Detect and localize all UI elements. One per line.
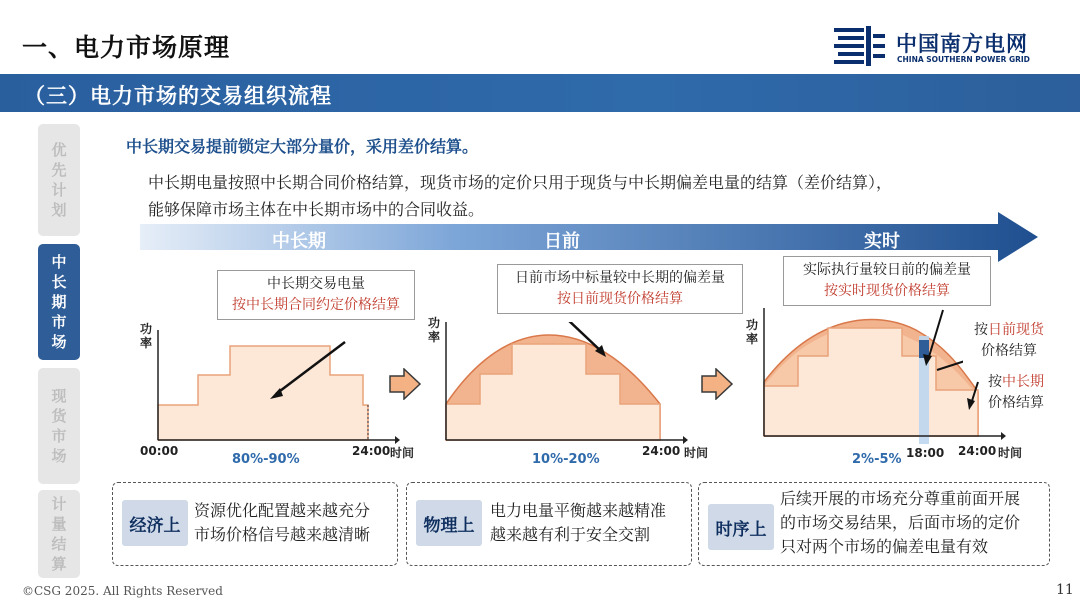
panel3-x-mark: 18:00 bbox=[906, 446, 945, 460]
logo-text-cn: 中国南方电网 bbox=[896, 32, 1028, 56]
csg-logo-icon bbox=[834, 26, 888, 66]
tab-char: 计 bbox=[51, 495, 67, 513]
y-label-char: 功 bbox=[746, 318, 759, 332]
callout-line: 日前市场中标量较中长期的偏差量 bbox=[515, 270, 725, 286]
tab-char: 长 bbox=[51, 273, 67, 291]
physical-tag: 物理上 bbox=[416, 500, 482, 546]
flow-arrow-2 bbox=[700, 368, 734, 400]
economic-tag: 经济上 bbox=[122, 500, 188, 546]
tab-char: 划 bbox=[51, 201, 67, 219]
tab-char: 计 bbox=[51, 181, 67, 199]
tab-char: 优 bbox=[51, 141, 67, 159]
panel3-x-end: 24:00 bbox=[958, 444, 997, 458]
callout-price-line: 按中长期合同约定价格结算 bbox=[232, 297, 400, 313]
panel1-callout bbox=[217, 270, 415, 320]
y-label-char: 功 bbox=[140, 322, 153, 336]
note-highlight: 日前现货 bbox=[988, 322, 1044, 338]
panel1-share: 80%-90% bbox=[232, 452, 300, 467]
sidebar-tab-medium-long-term[interactable] bbox=[38, 244, 80, 360]
contract-volume-area bbox=[158, 346, 368, 440]
panel3-share: 2%-5% bbox=[852, 452, 902, 467]
timing-tag: 时序上 bbox=[708, 504, 774, 550]
timing-line-2: 的市场交易结果，后面市场的定价 bbox=[780, 513, 1021, 532]
panel2-callout bbox=[497, 264, 743, 314]
sidebar-tab-spot-market[interactable] bbox=[38, 368, 80, 484]
note-text: 结算 bbox=[1016, 395, 1044, 411]
copyright: ©CSG 2025. All Rights Reserved bbox=[22, 584, 223, 598]
section-title: （三）电力市场的交易组织流程 bbox=[24, 84, 332, 108]
page-number: 11 bbox=[1056, 582, 1074, 598]
tab-char: 算 bbox=[51, 555, 67, 573]
description-line-1: 中长期电量按照中长期合同价格结算，现货市场的定价只用于现货与中长期偏差电量的结算（差价结算）， bbox=[148, 173, 893, 192]
sidebar-tab-metering-settlement[interactable] bbox=[38, 490, 80, 578]
panel3-x-unit: 时间 bbox=[998, 446, 1023, 460]
tab-char: 期 bbox=[51, 293, 67, 311]
tab-char: 场 bbox=[51, 447, 67, 465]
panel1-x-end: 24:00 bbox=[352, 444, 391, 458]
tab-char: 市 bbox=[51, 313, 67, 331]
note-highlight: 中长期 bbox=[1002, 374, 1044, 390]
timeline-stage-real-time: 实时 bbox=[864, 231, 900, 252]
tab-char: 中 bbox=[51, 253, 67, 271]
tab-char: 量 bbox=[51, 515, 67, 533]
tab-char: 先 bbox=[51, 161, 67, 179]
callout-line: 中长期交易电量 bbox=[267, 276, 365, 292]
sidebar-tab-priority-plan[interactable] bbox=[38, 124, 80, 236]
panel3-callout bbox=[783, 256, 991, 306]
flow-arrow-1 bbox=[388, 368, 422, 400]
panel1-x-start: 00:00 bbox=[140, 444, 179, 458]
panel2-x-unit: 时间 bbox=[684, 446, 709, 460]
economic-line-1: 资源优化配置越来越充分 bbox=[194, 501, 371, 520]
callout-line: 实际执行量较日前的偏差量 bbox=[803, 262, 971, 278]
panel1-chart bbox=[150, 330, 400, 448]
note-text: 结算 bbox=[1009, 343, 1037, 359]
description-line-2: 能够保障市场主体在中长期市场中的合同收益。 bbox=[148, 200, 485, 219]
panel1-x-unit: 时间 bbox=[390, 446, 415, 460]
panel2-x-end: 24:00 bbox=[642, 444, 681, 458]
timeline-stage-medium-long-term: 中长期 bbox=[272, 231, 326, 252]
note-text: 按 bbox=[974, 322, 988, 338]
note-text: 按 bbox=[988, 374, 1002, 390]
note-text: 价格 bbox=[981, 343, 1009, 359]
physical-line-1: 电力电量平衡越来越精准 bbox=[490, 501, 667, 520]
panel3-note-medium-long-term bbox=[981, 370, 1051, 416]
tab-char: 货 bbox=[51, 407, 67, 425]
logo-text-en: CHINA SOUTHERN POWER GRID bbox=[897, 55, 1030, 64]
y-label-char: 率 bbox=[428, 330, 441, 344]
physical-line-2: 越来越有利于安全交割 bbox=[490, 525, 651, 544]
tab-char: 现 bbox=[51, 387, 67, 405]
y-label-char: 率 bbox=[140, 336, 153, 350]
y-label-char: 率 bbox=[746, 332, 759, 346]
panel3-note-day-ahead bbox=[963, 318, 1055, 364]
panel2-share: 10%-20% bbox=[532, 452, 600, 467]
panel2-chart bbox=[438, 322, 688, 448]
tab-char: 结 bbox=[51, 535, 67, 553]
note-text: 价格 bbox=[988, 395, 1016, 411]
tab-char: 场 bbox=[51, 333, 67, 351]
key-message: 中长期交易提前锁定大部分量价，采用差价结算。 bbox=[126, 137, 479, 156]
tab-char: 市 bbox=[51, 427, 67, 445]
y-label-char: 功 bbox=[428, 316, 441, 330]
company-logo bbox=[834, 24, 1074, 68]
callout-price-line: 按日前现货价格结算 bbox=[557, 291, 683, 307]
economic-line-2: 市场价格信号越来越清晰 bbox=[194, 525, 371, 544]
timing-line-1: 后续开展的市场充分尊重前面开展 bbox=[780, 489, 1021, 508]
timing-line-3: 只对两个市场的偏差电量有效 bbox=[780, 537, 989, 556]
callout-price-line: 按实时现货价格结算 bbox=[824, 283, 950, 299]
timeline-stage-day-ahead: 日前 bbox=[544, 231, 580, 252]
page-title: 一、电力市场原理 bbox=[22, 33, 231, 62]
